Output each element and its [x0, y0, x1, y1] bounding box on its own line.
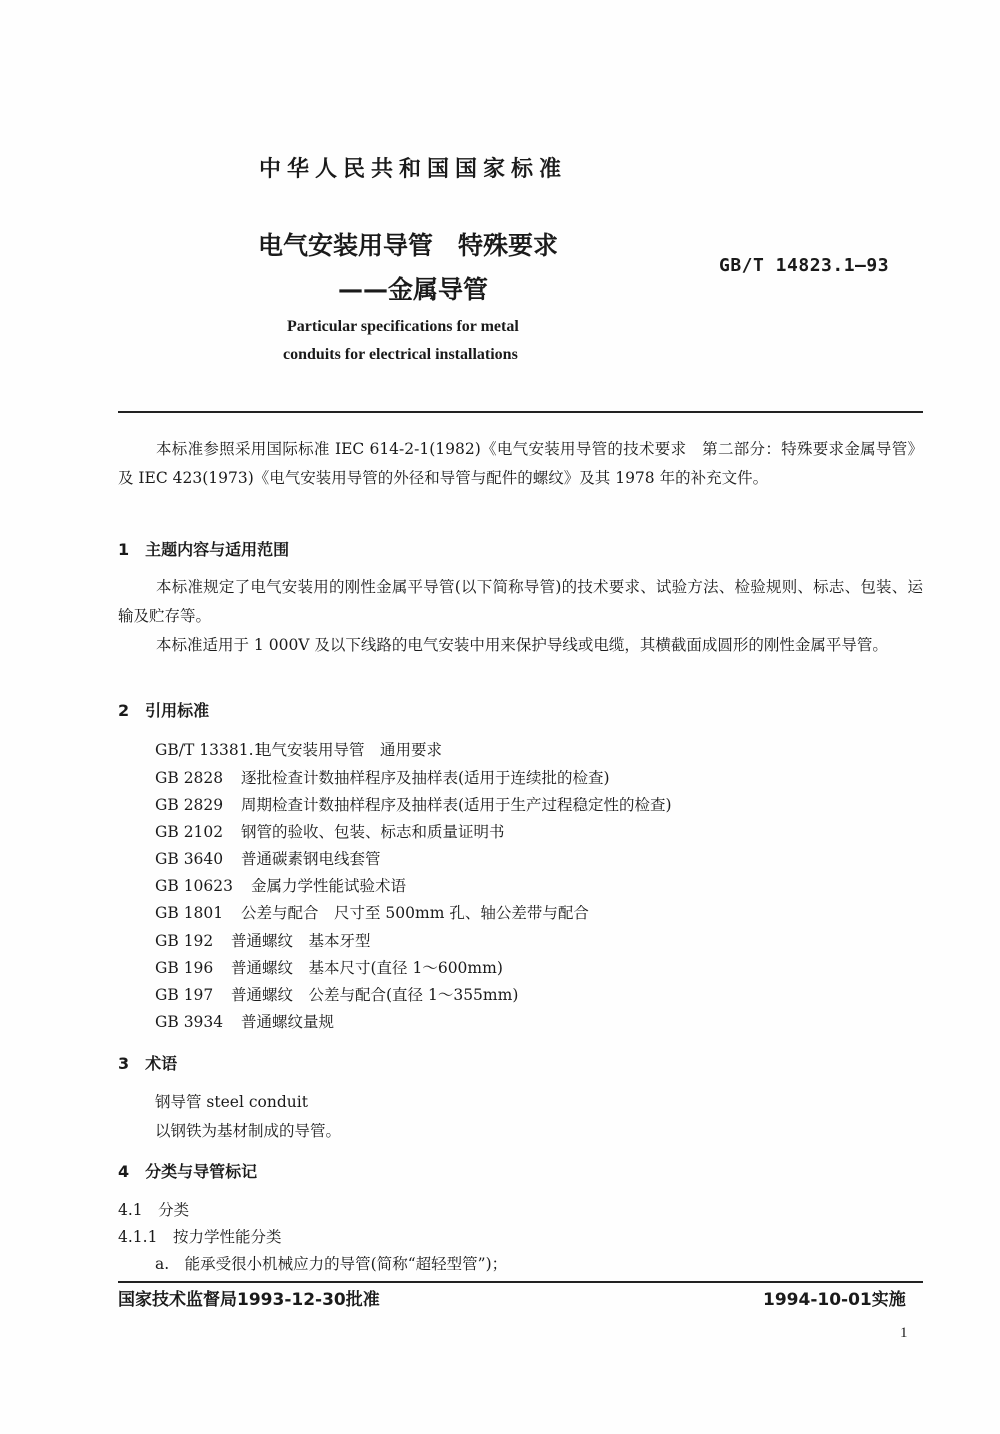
reference-item: GB 3934 普通螺纹量规: [155, 1013, 335, 1031]
reference-item: GB 196 普通螺纹 基本尺寸(直径 1～600mm): [155, 959, 503, 977]
list-item-a: a. 能承受很小机械应力的导管(简称“超轻型管”)；: [155, 1255, 508, 1273]
document-title: 电气安装用导管 特殊要求: [258, 231, 559, 260]
header-divider: [118, 411, 923, 413]
term-entry: 钢导管 steel conduit: [155, 1093, 308, 1111]
page-number: 1: [900, 1325, 908, 1341]
subsection-4-1-1: 4.1.1 按力学性能分类: [118, 1228, 282, 1246]
national-standard-label: 中华人民共和国国家标准: [259, 157, 568, 182]
approval-date: 国家技术监督局1993-12-30批准: [118, 1290, 380, 1310]
reference-item: GB 10623 金属力学性能试验术语: [155, 877, 407, 895]
section1-paragraph2: 本标准适用于 1 000V 及以下线路的电气安装中用来保护导线或电缆，其横截面成圆形的刚性金属平导管。: [156, 636, 888, 654]
intro-paragraph: 本标准参照采用国际标准 IEC 614-2-1(1982)《电气安装用导管的技术要求 第二部分：特殊要求金属导管》及 IEC 423(1973)《电气安装用导管的外径和导管与配件的螺纹》及其 1978 年的补充文件。: [118, 440, 923, 487]
standard-number: GB/T 14823.1—93: [719, 255, 890, 276]
section1-paragraph1: 本标准规定了电气安装用的刚性金属平导管(以下简称导管)的技术要求、试验方法、检验规则、标志、包装、运输及贮存等。: [118, 578, 923, 625]
effective-date: 1994-10-01实施: [763, 1290, 906, 1310]
subsection-4-1: 4.1 分类: [118, 1201, 190, 1219]
section2-heading: 2 引用标准: [118, 701, 210, 720]
reference-item: GB 192 普通螺纹 基本牙型: [155, 932, 371, 950]
english-title-line1: Particular specifications for metal: [287, 318, 519, 335]
section1-heading: 1 主题内容与适用范围: [118, 540, 290, 559]
section3-heading: 3 术语: [118, 1054, 178, 1073]
reference-item: GB 1801 公差与配合 尺寸至 500mm 孔、轴公差带与配合: [155, 904, 589, 922]
reference-item: GB/T 13381.1 电气安装用导管 通用要求: [155, 741, 442, 759]
section4-heading: 4 分类与导管标记: [118, 1162, 258, 1181]
reference-item: GB 197 普通螺纹 公差与配合(直径 1～355mm): [155, 986, 519, 1004]
footer-divider: [118, 1281, 923, 1283]
reference-item: GB 2829 周期检查计数抽样程序及抽样表(适用于生产过程稳定性的检查): [155, 796, 672, 814]
reference-item: GB 2102 钢管的验收、包装、标志和质量证明书: [155, 823, 505, 841]
english-title-line2: conduits for electrical installations: [283, 346, 518, 363]
term-definition: 以钢铁为基材制成的导管。: [155, 1122, 342, 1140]
reference-item: GB 2828 逐批检查计数抽样程序及抽样表(适用于连续批的检查): [155, 769, 610, 787]
document-subtitle: ——金属导管: [338, 275, 489, 304]
reference-item: GB 3640 普通碳素钢电线套管: [155, 850, 381, 868]
